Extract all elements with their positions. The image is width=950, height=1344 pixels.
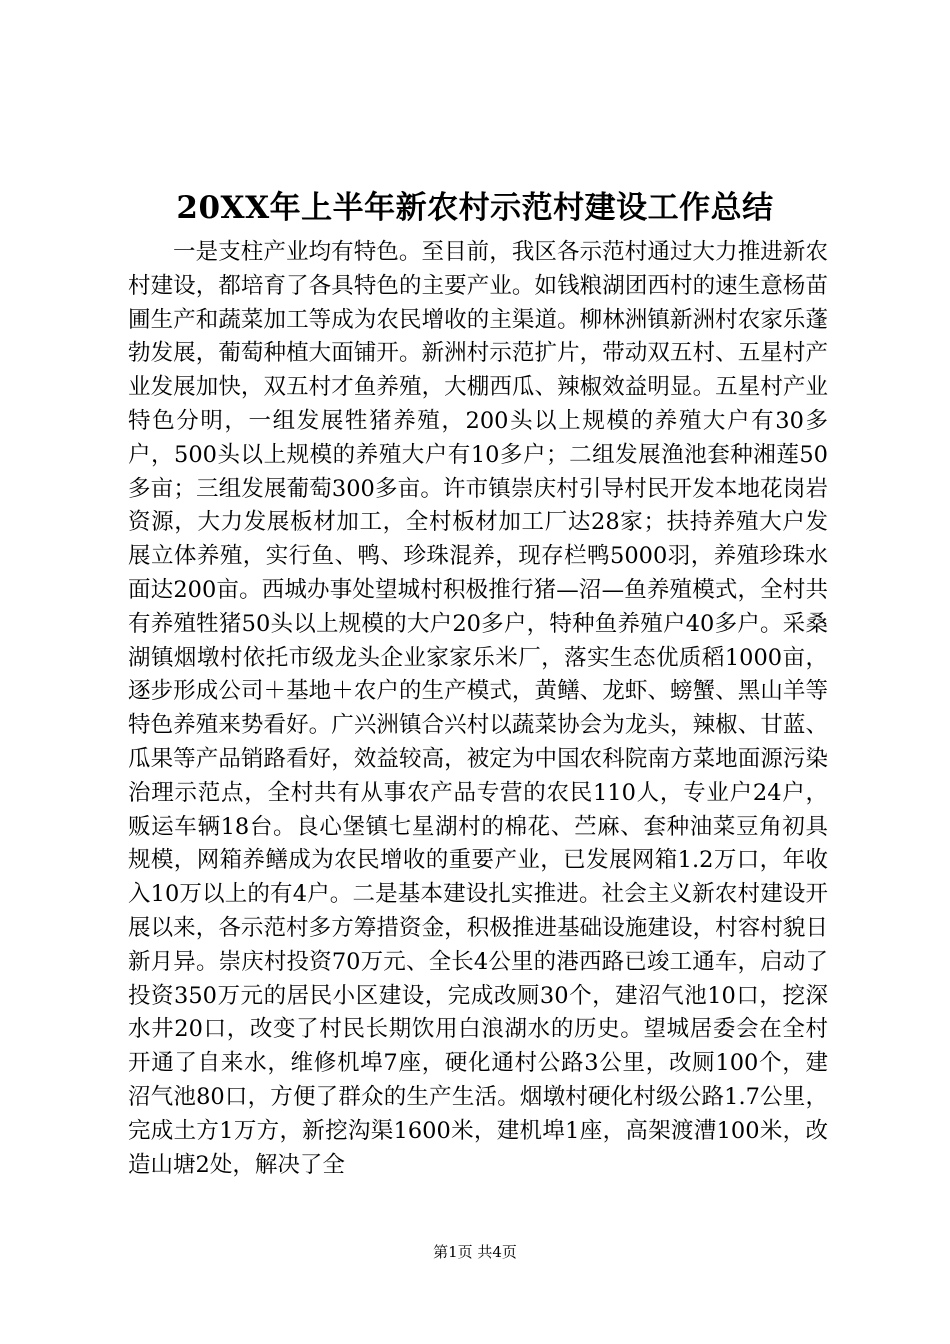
document-title: 20XX年上半年新农村示范村建设工作总结	[176, 190, 774, 226]
body-paragraph: 一是支柱产业均有特色。至目前，我区各示范村通过大力推进新农村建设，都培育了各具特色的主要产业。如钱粮湖团西村的速生意杨苗圃生产和蔬菜加工等成为农民增收的主渠道。柳林洲镇新洲村农家乐蓬勃发展，葡萄种植大面铺开。新洲村示范扩片，带动双五村、五星村产业发展加快，双五村才鱼养殖，大棚西瓜、辣椒效益明显。五星村产业特色分明，一组发展牲猪养殖，200头以上规模的养殖大户有30多户，500头以上规模的养殖大户有10多户；二组发展渔池套种湘莲50多亩；三组发展葡萄300多亩。许市镇崇庆村引导村民开发本地花岗岩资源，大力发展板材加工，全村板材加工厂达28家；扶持养殖大户发展立体养殖，实行鱼、鸭、珍珠混养，现存栏鸭5000羽，养殖珍珠水面达200亩。西城办事处望城村积极推行猪—沼—鱼养殖模式，全村共有养殖牲猪50头以上规模的大户20多户，特种鱼养殖户40多户。采桑湖镇烟墩村依托市级龙头企业家家乐米厂，落实生态优质稻1000亩，逐步形成公司＋基地＋农户的生产模式，黄鳝、龙虾、螃蟹、黑山羊等特色养殖来势看好。广兴洲镇合兴村以蔬菜协会为龙头，辣椒、甘蓝、瓜果等产品销路看好，效益较高，被定为中国农科院南方菜地面源污染治理示范点，全村共有从事农产品专营的农民110人，专业户24户，贩运车辆18台。良心堡镇七星湖村的棉花、苎麻、套种油菜豆角初具规模，网箱养鳝成为农民增收的重要产业，已发展网箱1.2万口，年收入10万以上的有4户。二是基本建设扎实推进。社会主义新农村建设开展以来，各示范村多方筹措资金，积极推进基础设施建设，村容村貌日新月异。崇庆村投资70万元、全长4公里的港西路已竣工通车，启动了投资350万元的居民小区建设，完成改厕30个，建沼气池10口，挖深水井20口，改变了村民长期饮用白浪湖水的历史。望城居委会在全村开通了自来水，维修机埠7座，硬化通村公路3公里，改厕100个，建沼气池80口，方便了群众的生产生活。烟墩村硬化村级公路1.7公里，完成土方1万方，新挖沟渠1600米，建机埠1座，高架渡漕100米，改造山塘2处，解决了全	[128, 239, 828, 1178]
page-number: 第1页 共4页	[433, 1243, 517, 1261]
